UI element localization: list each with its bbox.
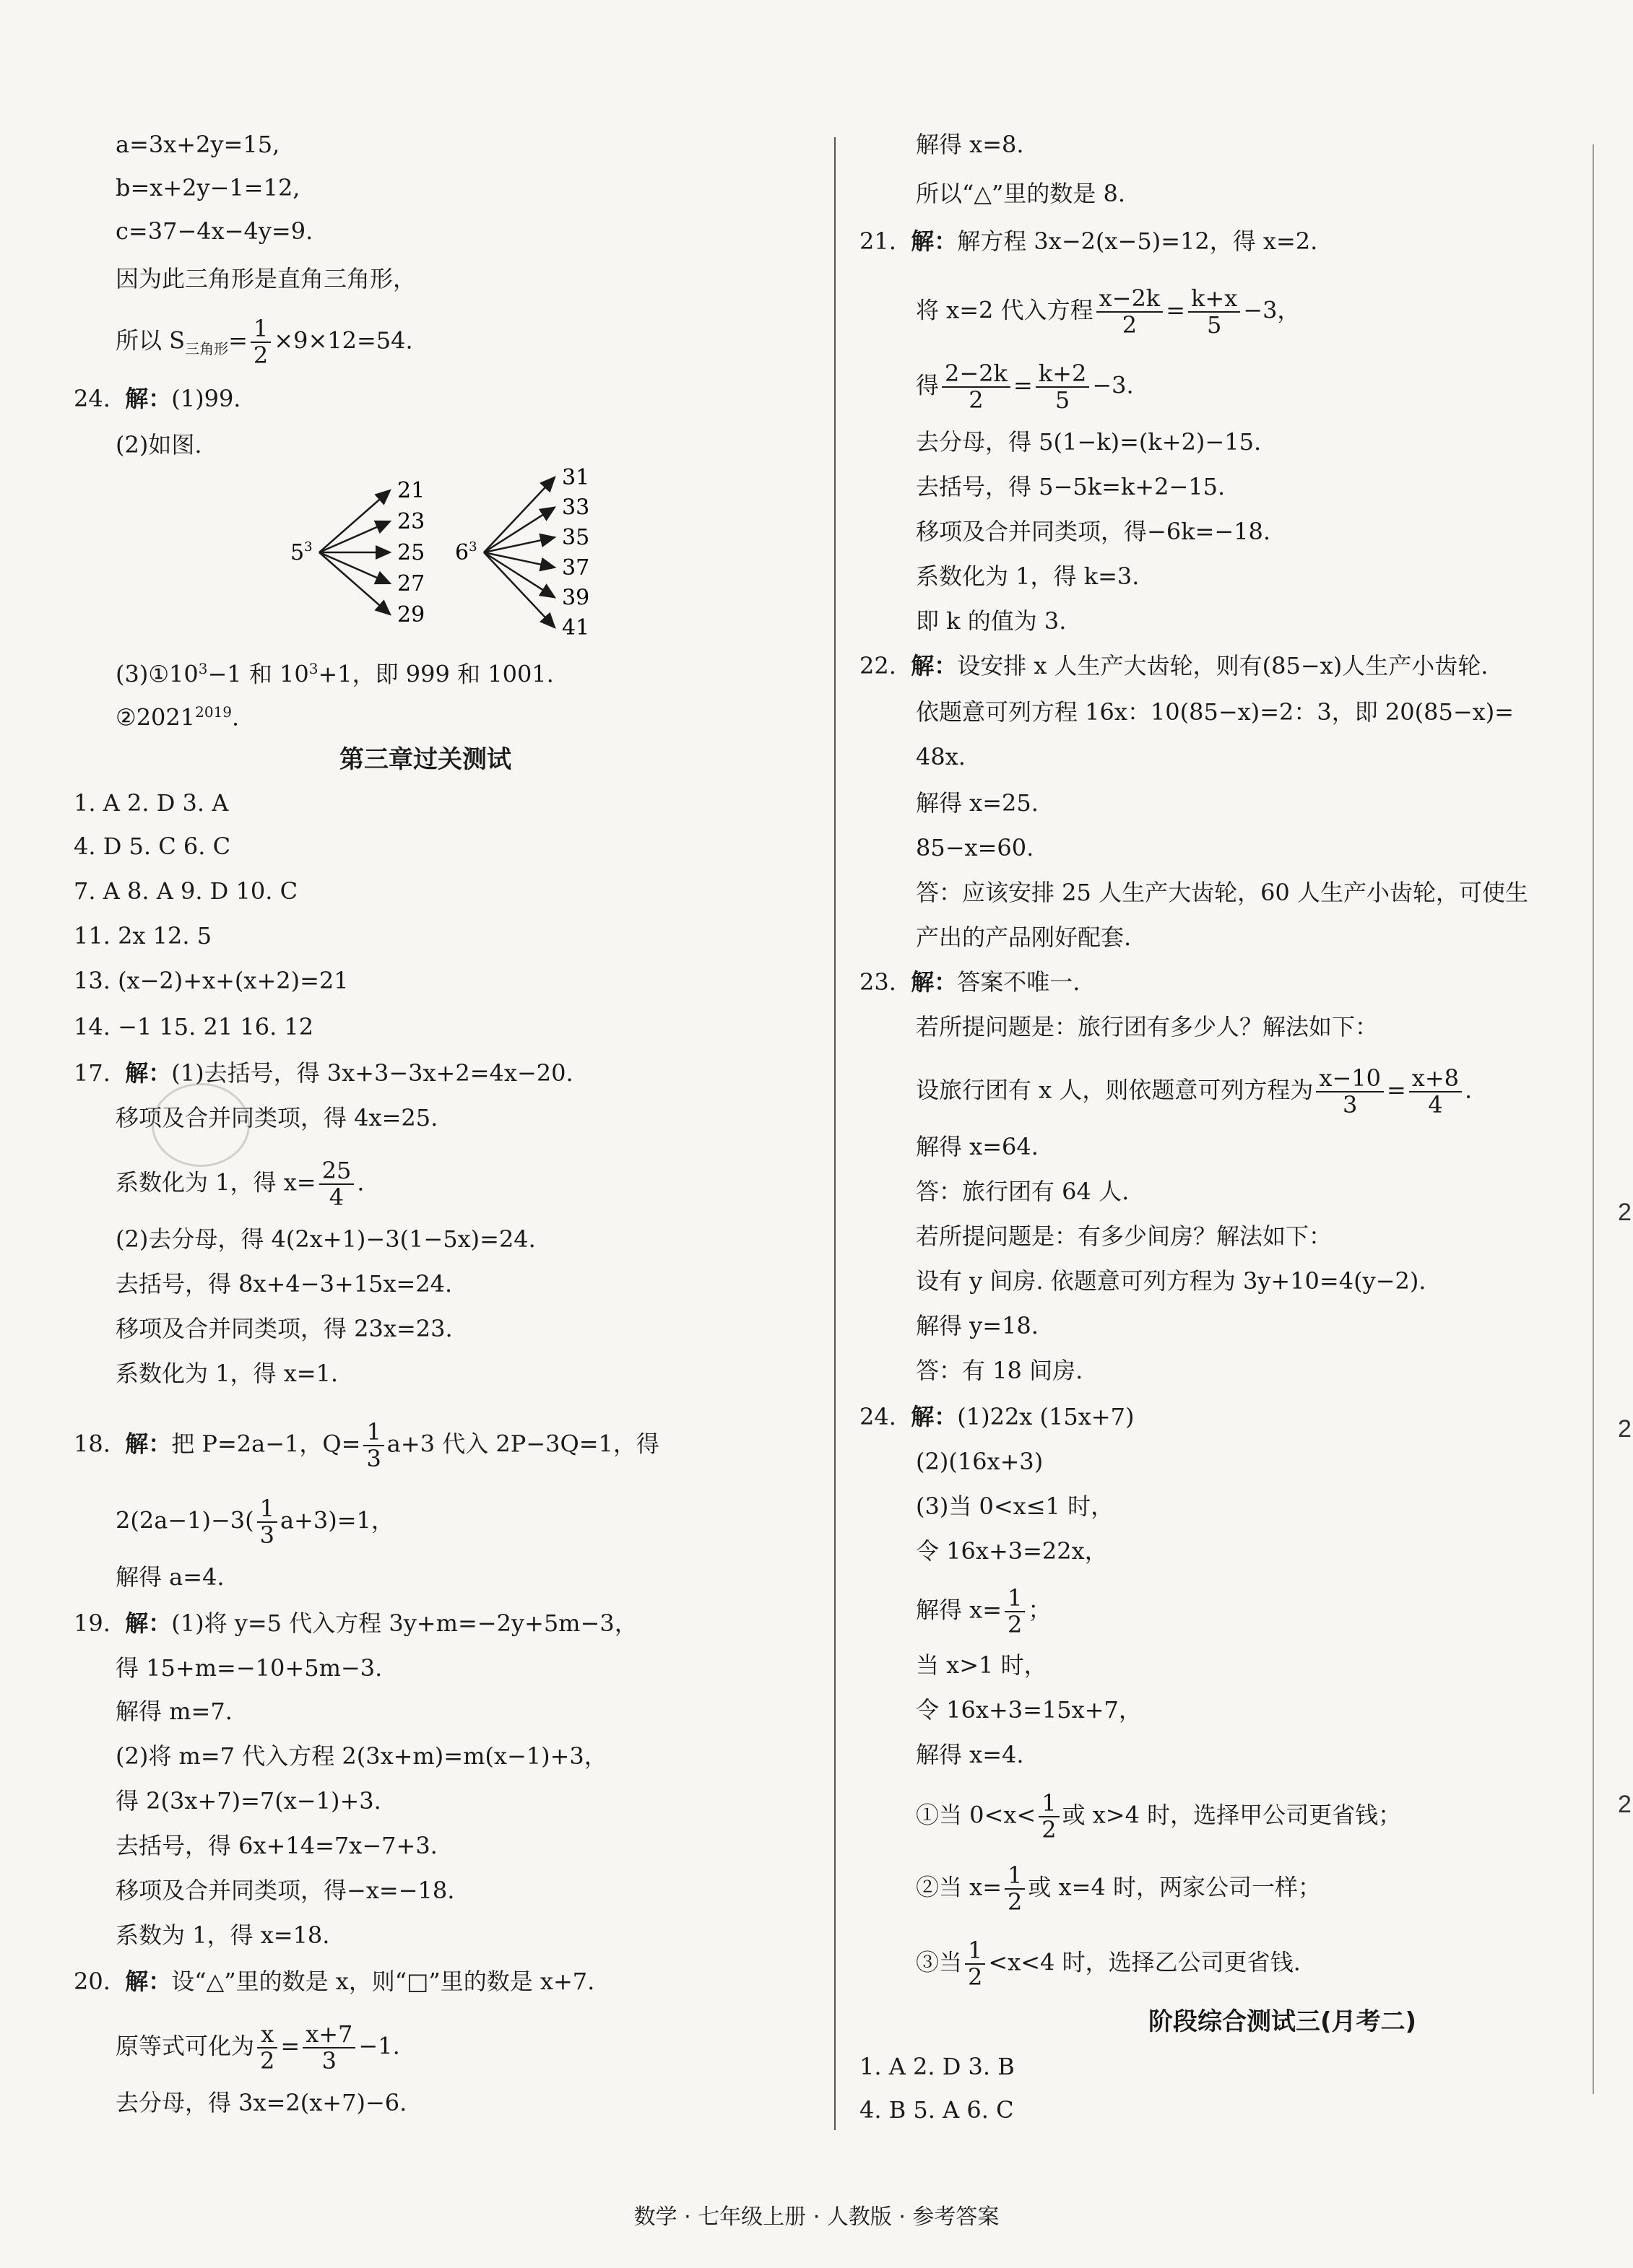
text-line: 去分母，得 5(1−k)=(k+2)−15. <box>916 428 1262 456</box>
diagram-group-6-cubed <box>455 465 589 640</box>
text-line: 去括号，得 6x+14=7x−7+3. <box>116 1832 438 1859</box>
text-line: 去分母，得 3x=2(x+7)−6. <box>116 2089 407 2116</box>
text-line: 设有 y 间房. 依题意可列方程为 3y+10=4(y−2). <box>916 1267 1426 1295</box>
text-line: 移项及合并同类项，得−x=−18. <box>116 1877 455 1904</box>
text-line: 解得 m=7. <box>116 1698 233 1725</box>
diagram-value-label: 27 <box>397 571 425 596</box>
text-line: 系数化为 1，得 x=1. <box>116 1360 339 1387</box>
question-24: 24. 解：(1)22x (15x+7) <box>859 1403 1135 1430</box>
edge-fragment: 2 <box>1618 1415 1632 1443</box>
text-line: 系数化为 1，得 k=3. <box>916 562 1140 590</box>
page-edge-line <box>1593 144 1594 2094</box>
text-line: $(3)①10^3-1$ 和 $10^3+1$，即 999 和 1001. <box>116 660 554 688</box>
diagram-value-label: 35 <box>562 525 590 551</box>
text-line: ①当 0<x< $\frac{1}{2}$ 或 x>4 时，选择甲公司更省钱； <box>916 1789 1402 1844</box>
text-line: 令 16x+3=15x+7， <box>916 1696 1142 1724</box>
section-heading: 第三章过关测试 <box>339 745 511 774</box>
text-line: (2)将 m=7 代入方程 2(3x+m)=m(x−1)+3， <box>116 1742 607 1770</box>
text-line: 48x. <box>916 743 966 770</box>
text-line: 当 x>1 时， <box>916 1651 1047 1679</box>
text-line: 2(2a−1)−3( $\frac{1}{3}$ a+3)=1， <box>116 1495 394 1550</box>
answer-line: 14. −1 15. 21 16. 12 <box>74 1013 314 1040</box>
text-line: b=x+2y−1=12, <box>116 174 300 201</box>
text-line: 系数为 1，得 x=18. <box>116 1921 330 1949</box>
text-line: 解得 x=4. <box>916 1741 1024 1768</box>
text-line: (2)(16x+3) <box>916 1448 1044 1475</box>
section-heading: 阶段综合测试三(月考二) <box>1148 2007 1417 2036</box>
diagram-value-label: 31 <box>562 465 590 490</box>
answer-line: 4. B 5. A 6. C <box>859 2096 1014 2124</box>
text-line: 85−x=60. <box>916 834 1034 861</box>
text-line: 答：有 18 间房. <box>916 1357 1083 1384</box>
text-line: 将 x=2 代入方程 $\frac{x-2k}{2}$ = $\frac{k+x}{5}$ −3， <box>916 284 1301 339</box>
question-17: 17. 解：(1)去括号，得 3x+3−3x+2=4x−20. <box>74 1059 573 1087</box>
text-line: $②2021^{2019}$. <box>116 703 240 731</box>
text-line: 去括号，得 5−5k=k+2−15. <box>916 473 1226 500</box>
text-line: 得 $\frac{2-2k}{2}$ = $\frac{k+2}{5}$ −3. <box>916 360 1134 414</box>
text-line: 移项及合并同类项，得 4x=25. <box>116 1104 438 1131</box>
answer-line: 1. A 2. D 3. B <box>859 2053 1015 2080</box>
text-line: a=3x+2y=15, <box>116 131 280 158</box>
text-line: (2)去分母，得 4(2x+1)−3(1−5x)=24. <box>116 1225 536 1253</box>
text-line: 解得 y=18. <box>916 1312 1039 1339</box>
question-19: 19. 解：(1)将 y=5 代入方程 3y+m=−2y+5m−3， <box>74 1609 638 1637</box>
arrow-diagram <box>274 462 607 643</box>
text-line: 设旅行团有 x 人，则依题意可列方程为 $\frac{x-10}{3}$ = $\frac{x+8}{4}$ . <box>916 1064 1473 1119</box>
question-20: 20. 解：设“△”里的数是 x，则“□”里的数是 x+7. <box>74 1968 595 1995</box>
diagram-value-label: 37 <box>562 555 590 581</box>
question-21: 21. 解：解方程 3x−2(x−5)=12，得 x=2. <box>859 227 1318 255</box>
text-line: 所以“△”里的数是 8. <box>916 180 1126 207</box>
diagram-arrow <box>319 521 390 552</box>
text-line: 因为此三角形是直角三角形， <box>116 265 417 292</box>
text-line: ②当 x= $\frac{1}{2}$ 或 x=4 时，两家公司一样； <box>916 1861 1321 1916</box>
answer-line: 13. (x−2)+x+(x+2)=21 <box>74 967 349 994</box>
text-line: 得 15+m=−10+5m−3. <box>116 1654 383 1682</box>
text-line: 令 16x+3=22x， <box>916 1537 1108 1565</box>
diagram-value-label: 23 <box>397 509 425 534</box>
question-23: 23. 解：答案不唯一. <box>859 968 1080 996</box>
diagram-base-label: $5^3$ <box>290 539 313 565</box>
column-divider <box>834 137 836 2130</box>
diagram-arrow <box>319 552 390 583</box>
text-line: 若所提问题是：有多少间房？解法如下： <box>916 1222 1333 1250</box>
text-line: 解得 x=25. <box>916 789 1039 817</box>
diagram-arrow <box>319 490 390 552</box>
text-line: 产出的产品刚好配套. <box>916 924 1132 951</box>
text-line: 移项及合并同类项，得 23x=23. <box>116 1315 453 1342</box>
answer-line: 1. A 2. D 3. A <box>74 789 229 817</box>
text-line: ③当 $\frac{1}{2}$ <x<4 时，选择乙公司更省钱. <box>916 1937 1301 1991</box>
text-line: 若所提问题是：旅行团有多少人？解法如下： <box>916 1013 1379 1040</box>
question-18: 18. 解：把 P=2a−1，Q= $\frac{1}{3}$ a+3 代入 2P−3Q=1，得 <box>74 1418 659 1473</box>
text-line: 即 k 的值为 3. <box>916 607 1067 635</box>
text-line: 依题意可列方程 16x：10(85−x)=2：3，即 20(85−x)= <box>916 698 1514 726</box>
text-line: 解得 x= $\frac{1}{2}$ ； <box>916 1584 1052 1639</box>
diagram-value-label: 21 <box>397 478 425 503</box>
edge-fragment: 2 <box>1618 1199 1632 1226</box>
text-line: (2)如图. <box>116 431 202 459</box>
text-line: 系数化为 1，得 x= $\frac{25}{4}$ . <box>116 1157 365 1212</box>
diagram-group-5-cubed <box>290 478 425 627</box>
text-line: 解得 x=64. <box>916 1133 1039 1160</box>
answer-line: 7. A 8. A 9. D 10. C <box>74 877 298 905</box>
diagram-base-label: $6^3$ <box>455 539 477 565</box>
text-line: 原等式可化为 $\frac{x}{2}$ = $\frac{x+7}{3}$ −1. <box>116 2020 400 2075</box>
text-line: 解得 a=4. <box>116 1563 225 1591</box>
edge-fragment: 2 <box>1618 1791 1632 1818</box>
text-line: 移项及合并同类项，得−6k=−18. <box>916 518 1271 545</box>
text-line: 答：应该安排 25 人生产大齿轮，60 人生产小齿轮，可使生 <box>916 879 1528 906</box>
diagram-value-label: 25 <box>397 540 425 565</box>
answer-line: 11. 2x 12. 5 <box>74 922 212 950</box>
text-line: 去括号，得 8x+4−3+15x=24. <box>116 1270 453 1298</box>
text-line: 得 2(3x+7)=7(x−1)+3. <box>116 1787 381 1815</box>
stamp-mark <box>152 1083 250 1167</box>
diagram-value-label: 39 <box>562 585 590 611</box>
answer-line: 4. D 5. C 6. C <box>74 833 231 860</box>
text-line: c=37−4x−4y=9. <box>116 217 313 245</box>
text-line: 解得 x=8. <box>916 131 1024 158</box>
diagram-value-label: 41 <box>562 615 590 640</box>
page-footer: 数学 · 七年级上册 · 人教版 · 参考答案 <box>633 2204 1000 2230</box>
diagram-value-label: 33 <box>562 495 590 521</box>
text-line: (3)当 0<x≤1 时， <box>916 1493 1114 1520</box>
text-line: 答：旅行团有 64 人. <box>916 1178 1130 1205</box>
diagram-value-label: 29 <box>397 602 425 627</box>
text-line: 所以 $S_{三角形}=$ $\frac{1}{2}$ ×9×12=54. <box>116 315 413 370</box>
diagram-arrow <box>319 552 390 614</box>
question-24: 24. 解：(1)99. <box>74 385 241 412</box>
question-22: 22. 解：设安排 x 人生产大齿轮，则有(85−x)人生产小齿轮. <box>859 652 1489 679</box>
